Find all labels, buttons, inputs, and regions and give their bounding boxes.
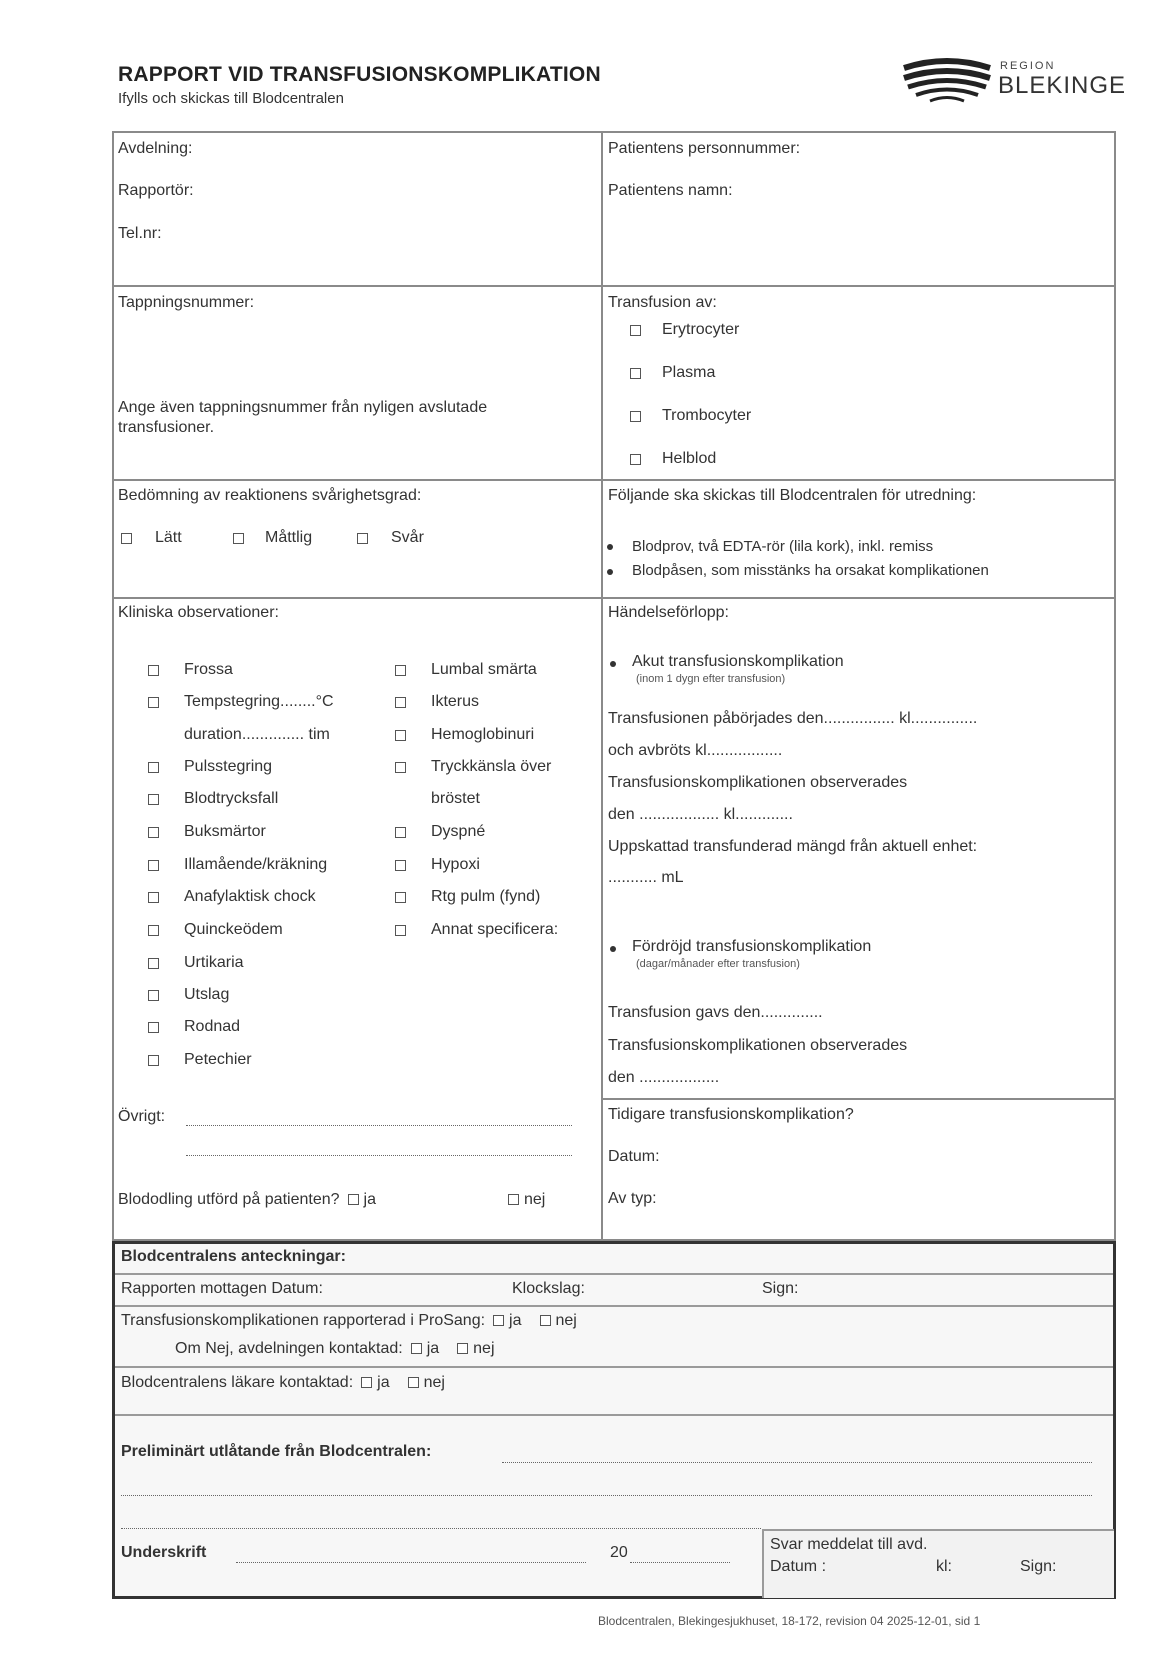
telnr-label: Tel.nr:	[118, 225, 162, 242]
quinckeodem-label: Quinckeödem	[184, 921, 283, 938]
preliminart-field-line3[interactable]	[121, 1528, 761, 1529]
blodtrycksfall-label: Blodtrycksfall	[184, 790, 279, 807]
foljande-label: Följande ska skickas till Blodcentralen för utredning:	[608, 487, 977, 504]
row-divider	[115, 1305, 1113, 1307]
latt-checkbox[interactable]	[121, 533, 132, 544]
lumbal-smarta-checkbox[interactable]	[395, 665, 406, 676]
mottagen-sign-label: Sign:	[762, 1280, 799, 1297]
footer-text: Blodcentralen, Blekingesjukhuset, 18-172, revision 04 2025-12-01, sid 1	[598, 1614, 981, 1628]
ovrigt-label: Övrigt:	[118, 1108, 166, 1125]
svar-sign-label: Sign:	[1020, 1558, 1057, 1575]
form-title: RAPPORT VID TRANSFUSIONSKOMPLIKATION	[118, 63, 601, 86]
trombocyter-checkbox[interactable]	[630, 411, 641, 422]
blododling-label: Blododling utförd på patienten?	[118, 1191, 340, 1208]
observerades-label-2: Transfusionskomplikationen observerades	[608, 1037, 908, 1054]
svar-kl-label: kl:	[936, 1558, 952, 1575]
svar-label: Svår	[391, 529, 424, 546]
rapportor-label: Rapportör:	[118, 182, 194, 199]
buksmartor-label: Buksmärtor	[184, 823, 266, 840]
svar-checkbox[interactable]	[357, 533, 368, 544]
underskrift-label: Underskrift	[121, 1544, 207, 1561]
svar-datum-label: Datum :	[770, 1558, 827, 1575]
tappning-note-line2: transfusioner.	[118, 419, 215, 436]
uppskattad-label: Uppskattad transfunderad mängd från aktuell enhet:	[608, 838, 978, 855]
row-divider	[112, 597, 1116, 599]
anafylaktisk-checkbox[interactable]	[148, 892, 159, 903]
lakare-question	[121, 1374, 445, 1392]
om-nej-ja-checkbox[interactable]	[411, 1343, 422, 1354]
latt-label: Lätt	[155, 529, 182, 546]
tryckkansla-cont-label: bröstet	[431, 790, 480, 807]
petechier-label: Petechier	[184, 1051, 252, 1068]
erytrocyter-label: Erytrocyter	[662, 321, 740, 338]
den-label-1: den .................. kl.............	[608, 806, 793, 823]
akut-note: (inom 1 dygn efter transfusion)	[636, 673, 786, 685]
row-divider	[601, 1098, 1116, 1100]
ovrigt-field-line1[interactable]	[186, 1125, 572, 1126]
dyspne-label: Dyspné	[431, 823, 486, 840]
gavs-label: Transfusion gavs den..............	[608, 1004, 823, 1021]
annat-label: Annat specificera:	[431, 921, 559, 938]
urtikaria-checkbox[interactable]	[148, 958, 159, 969]
anafylaktisk-label: Anafylaktisk chock	[184, 888, 316, 905]
preliminart-label: Preliminärt utlåtande från Blodcentralen:	[121, 1443, 432, 1460]
fordrojd-note: (dagar/månader efter transfusion)	[636, 958, 800, 970]
plasma-label: Plasma	[662, 364, 716, 381]
tidigare-label: Tidigare transfusionskomplikation?	[608, 1106, 854, 1123]
tryckkansla-checkbox[interactable]	[395, 762, 406, 773]
column-divider	[601, 131, 603, 1241]
patient-name-label: Patientens namn:	[608, 182, 733, 199]
hypoxi-checkbox[interactable]	[395, 860, 406, 871]
erytrocyter-checkbox[interactable]	[630, 325, 641, 336]
underskrift-date-line[interactable]	[630, 1562, 730, 1563]
fordrojd-label: Fördröjd transfusionskomplikation	[632, 938, 872, 955]
om-nej-label: Om Nej, avdelningen kontaktad:	[175, 1340, 403, 1357]
ml-label: ........... mL	[608, 869, 684, 886]
lakare-ja-label: ja	[377, 1374, 390, 1391]
om-nej-nej-label: nej	[473, 1340, 495, 1357]
bullet-blodpasen: Blodpåsen, som misstänks ha orsakat komplikationen	[632, 562, 989, 579]
urtikaria-label: Urtikaria	[184, 954, 244, 971]
klockslag-label: Klockslag:	[512, 1280, 585, 1297]
plasma-checkbox[interactable]	[630, 368, 641, 379]
underskrift-year: 20	[610, 1544, 628, 1561]
hemoglobinuri-label: Hemoglobinuri	[431, 726, 535, 743]
row-divider	[115, 1414, 1113, 1416]
utslag-checkbox[interactable]	[148, 990, 159, 1001]
frossa-label: Frossa	[184, 661, 233, 678]
bedomning-label: Bedömning av reaktionens svårighetsgrad:	[118, 487, 422, 504]
om-nej-question	[175, 1340, 495, 1358]
observerades-label-1: Transfusionskomplikationen observerades	[608, 774, 908, 791]
bullet-icon	[607, 569, 613, 575]
bullet-icon	[610, 661, 616, 667]
tempstegring-checkbox[interactable]	[148, 697, 159, 708]
pulsstegring-label: Pulsstegring	[184, 758, 273, 775]
om-nej-nej-checkbox[interactable]	[457, 1343, 468, 1354]
handelseforlopp-label: Händelseförlopp:	[608, 604, 729, 621]
blododling-nej-label: nej	[524, 1191, 546, 1208]
utslag-label: Utslag	[184, 986, 230, 1003]
blododling-nej-option	[500, 1191, 545, 1209]
quinckeodem-checkbox[interactable]	[148, 925, 159, 936]
dyspne-checkbox[interactable]	[395, 827, 406, 838]
row-divider	[115, 1273, 1113, 1275]
row-divider	[112, 285, 1116, 287]
logo-name-text: BLEKINGE	[998, 72, 1127, 99]
tappningsnummer-label: Tappningsnummer:	[118, 294, 255, 311]
duration-label: duration.............. tim	[184, 726, 330, 743]
bullet-blodprov: Blodprov, två EDTA-rör (lila kork), inkl. remiss	[632, 538, 934, 555]
preliminart-field-line2[interactable]	[121, 1495, 1092, 1496]
personnummer-label: Patientens personnummer:	[608, 140, 801, 157]
lakare-ja-checkbox[interactable]	[361, 1377, 372, 1388]
mattlig-label: Måttlig	[265, 529, 313, 546]
frossa-checkbox[interactable]	[148, 665, 159, 676]
tidigare-datum-label: Datum:	[608, 1148, 660, 1165]
den-label-2: den ..................	[608, 1069, 720, 1086]
prosang-nej-checkbox[interactable]	[540, 1315, 551, 1326]
avbrots-label: och avbröts kl.................	[608, 742, 783, 759]
form-subtitle: Ifylls och skickas till Blodcentralen	[118, 90, 344, 107]
blodtrycksfall-checkbox[interactable]	[148, 794, 159, 805]
blododling-ja-label: ja	[363, 1191, 376, 1208]
underskrift-field-line[interactable]	[236, 1562, 586, 1563]
annat-checkbox[interactable]	[395, 925, 406, 936]
region-blekinge-logo-icon	[900, 56, 995, 104]
avdelning-label: Avdelning:	[118, 140, 193, 157]
illamaende-label: Illamående/kräkning	[184, 856, 328, 873]
row-divider	[112, 479, 1116, 481]
ikterus-label: Ikterus	[431, 693, 480, 710]
prosang-ja-checkbox[interactable]	[493, 1315, 504, 1326]
akut-label: Akut transfusionskomplikation	[632, 653, 844, 670]
mottagen-label: Rapporten mottagen Datum:	[121, 1280, 323, 1297]
om-nej-ja-label: ja	[426, 1340, 440, 1357]
logo-region-text: REGION	[1000, 60, 1056, 72]
prosang-label: Transfusionskomplikationen rapporterad i ProSang:	[121, 1312, 486, 1329]
rodnad-label: Rodnad	[184, 1018, 241, 1035]
blododling-nej-checkbox[interactable]	[508, 1194, 519, 1205]
illamaende-checkbox[interactable]	[148, 860, 159, 871]
bullet-icon	[610, 946, 616, 952]
hemoglobinuri-checkbox[interactable]	[395, 730, 406, 741]
blododling-question	[118, 1191, 376, 1209]
helblod-checkbox[interactable]	[630, 454, 641, 465]
tryckkansla-label: Tryckkänsla över	[431, 758, 552, 775]
prosang-ja-label: ja	[509, 1312, 522, 1329]
tappning-note-line1: Ange även tappningsnummer från nyligen avslutade	[118, 399, 488, 416]
blododling-ja-checkbox[interactable]	[348, 1194, 359, 1205]
bullet-icon	[607, 544, 613, 550]
lakare-nej-label: nej	[423, 1374, 445, 1391]
ikterus-checkbox[interactable]	[395, 697, 406, 708]
preliminart-field-line1[interactable]	[502, 1462, 1092, 1463]
blodcentral-title: Blodcentralens anteckningar:	[121, 1248, 346, 1265]
ovrigt-field-line2[interactable]	[186, 1155, 572, 1156]
paborjades-label: Transfusionen påbörjades den................ kl...............	[608, 710, 978, 727]
svar-label: Svar meddelat till avd.	[770, 1536, 928, 1553]
rtg-pulm-label: Rtg pulm (fynd)	[431, 888, 541, 905]
rtg-pulm-checkbox[interactable]	[395, 892, 406, 903]
kliniska-label: Kliniska observationer:	[118, 604, 279, 621]
row-divider	[115, 1366, 1113, 1368]
lakare-nej-checkbox[interactable]	[408, 1377, 419, 1388]
hypoxi-label: Hypoxi	[431, 856, 480, 873]
prosang-question	[121, 1312, 577, 1330]
pulsstegring-checkbox[interactable]	[148, 762, 159, 773]
tempstegring-label: Tempstegring........°C	[184, 693, 334, 710]
rodnad-checkbox[interactable]	[148, 1022, 159, 1033]
petechier-checkbox[interactable]	[148, 1055, 159, 1066]
lumbal-smarta-label: Lumbal smärta	[431, 661, 537, 678]
trombocyter-label: Trombocyter	[662, 407, 752, 424]
mattlig-checkbox[interactable]	[233, 533, 244, 544]
helblod-label: Helblod	[662, 450, 717, 467]
lakare-label: Blodcentralens läkare kontaktad:	[121, 1374, 354, 1391]
av-typ-label: Av typ:	[608, 1190, 657, 1207]
prosang-nej-label: nej	[555, 1312, 577, 1329]
transfusion-av-label: Transfusion av:	[608, 294, 717, 311]
buksmartor-checkbox[interactable]	[148, 827, 159, 838]
